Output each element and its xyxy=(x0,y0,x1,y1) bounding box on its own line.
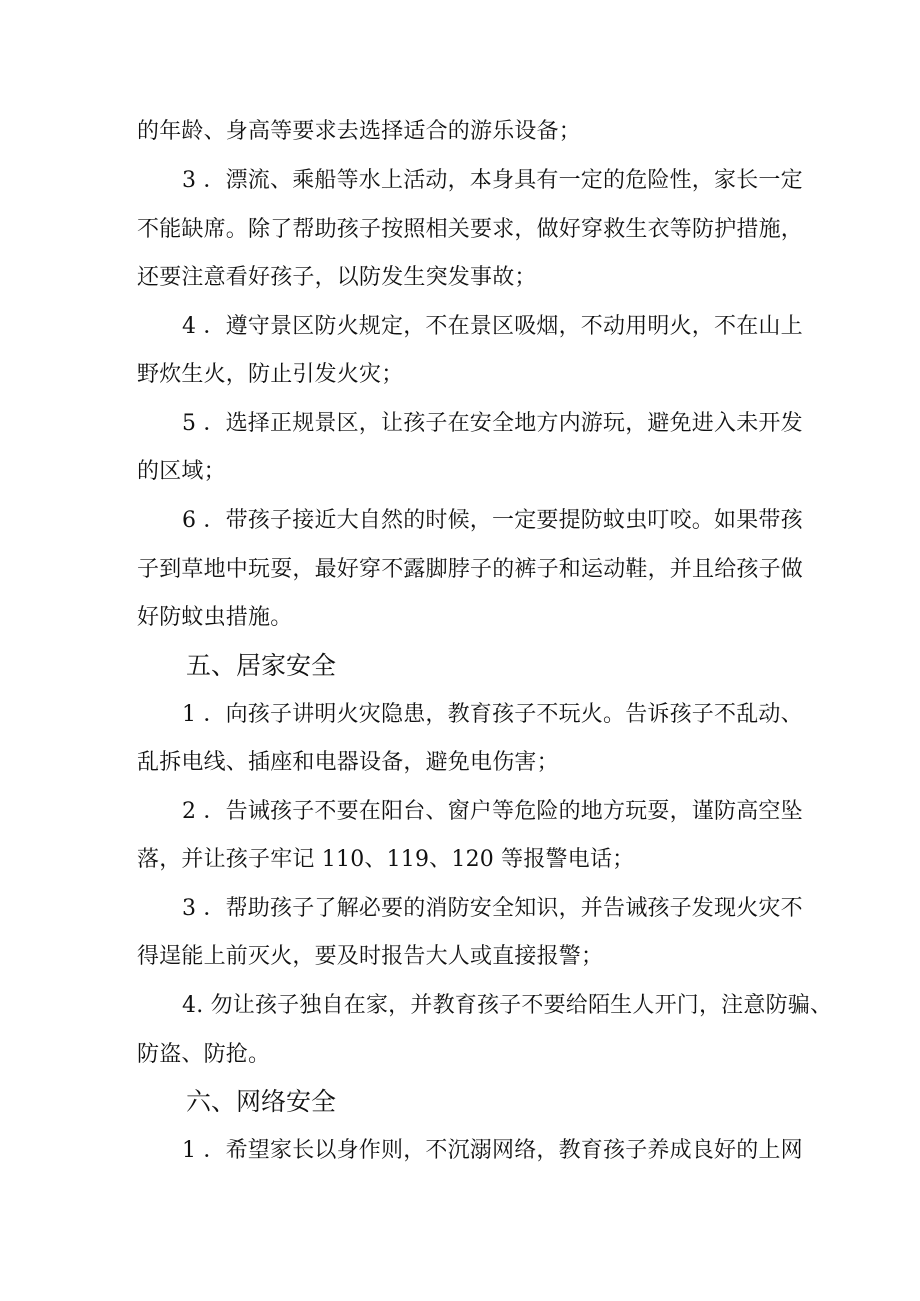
paragraph-line: 4 ．遵守景区防火规定，不在景区吸烟，不动用明火，不在山上 xyxy=(182,314,803,339)
paragraph-line: 1 ．向孩子讲明火灾隐患，教育孩子不玩火。告诉孩子不乱动、 xyxy=(182,702,803,727)
paragraph-line: 野炊生火，防止引发火灾； xyxy=(137,362,404,387)
section-heading-network-safety: 六、网络安全 xyxy=(186,1087,337,1116)
paragraph-line: 不能缺席。除了帮助孩子按照相关要求，做好穿救生衣等防护措施， xyxy=(137,217,804,242)
section-heading-home-safety: 五、居家安全 xyxy=(186,651,337,680)
paragraph-line: 好防蚊虫措施。 xyxy=(137,605,293,630)
paragraph-line: 得逞能上前灭火，要及时报告大人或直接报警； xyxy=(137,944,604,969)
paragraph-line: 的区域； xyxy=(137,459,226,484)
paragraph-line: 1 ．希望家长以身作则，不沉溺网络，教育孩子养成良好的上网 xyxy=(182,1138,803,1163)
paragraph-line: 的年龄、身高等要求去选择适合的游乐设备； xyxy=(137,119,582,144)
paragraph-line: 6 ．带孩子接近大自然的时候，一定要提防蚊虫叮咬。如果带孩 xyxy=(182,508,803,533)
paragraph-line: 防盗、防抢。 xyxy=(137,1042,271,1067)
paragraph-line: 还要注意看好孩子，以防发生突发事故； xyxy=(137,265,537,290)
paragraph-line: 子到草地中玩耍，最好穿不露脚脖子的裤子和运动鞋，并且给孩子做 xyxy=(137,557,804,582)
paragraph-line: 4. 勿让孩子独自在家，并教育孩子不要给陌生人开门，注意防骗、 xyxy=(182,993,833,1018)
paragraph-line: 3 ．帮助孩子了解必要的消防安全知识，并告诫孩子发现火灾不 xyxy=(182,896,803,921)
paragraph-line: 2 ．告诫孩子不要在阳台、窗户等危险的地方玩耍，谨防高空坠 xyxy=(182,799,803,824)
paragraph-line: 5 ．选择正规景区，让孩子在安全地方内游玩，避免进入未开发 xyxy=(182,411,803,436)
paragraph-line: 3 ．漂流、乘船等水上活动，本身具有一定的危险性，家长一定 xyxy=(182,168,803,193)
paragraph-line: 乱拆电线、插座和电器设备，避免电伤害； xyxy=(137,750,559,775)
paragraph-line: 落，并让孩子牢记 110、119、120 等报警电话； xyxy=(137,847,635,872)
